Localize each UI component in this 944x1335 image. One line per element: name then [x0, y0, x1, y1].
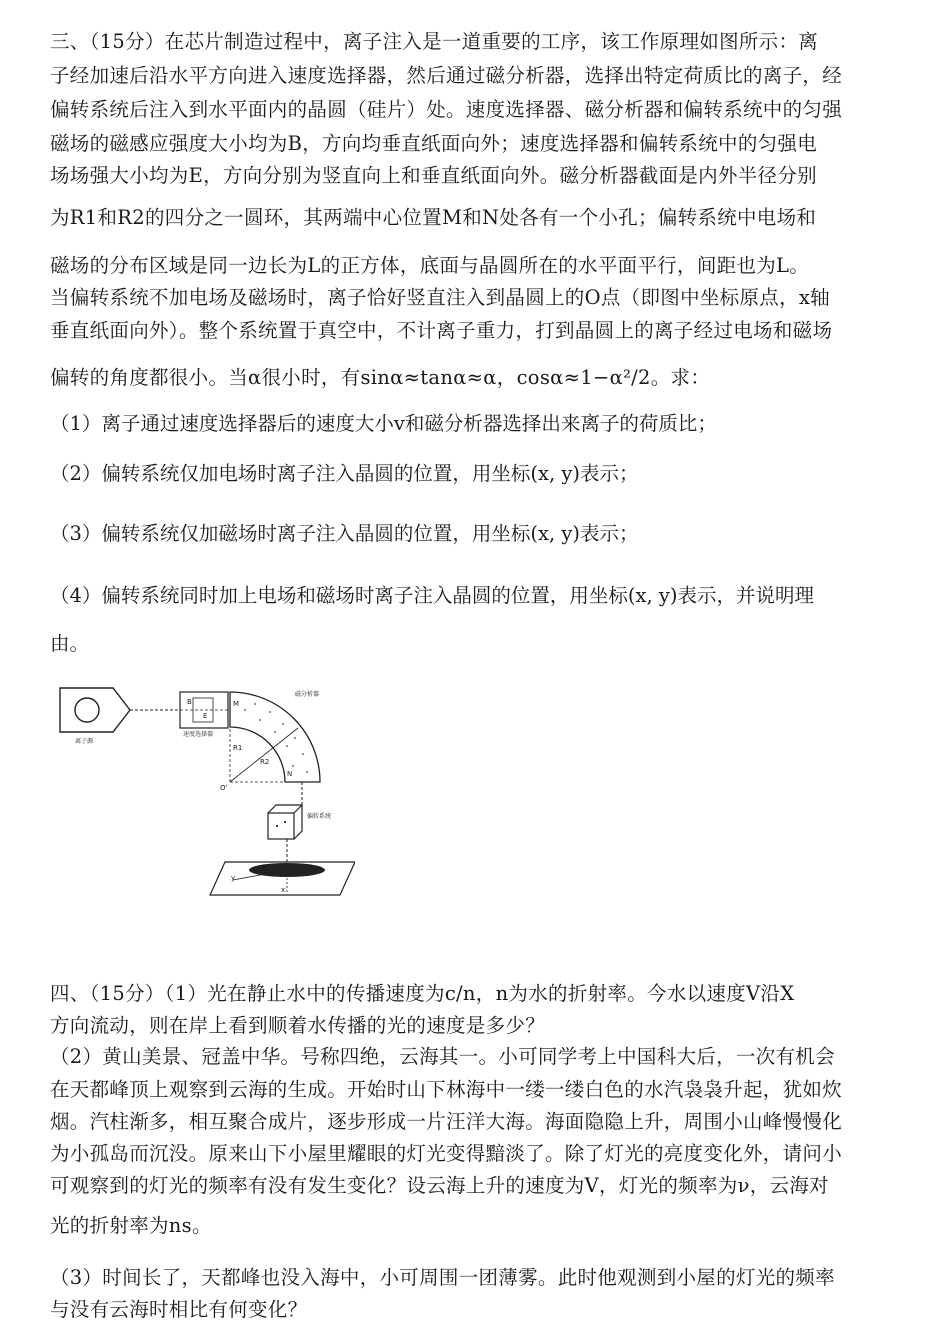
field-dots: [244, 703, 308, 773]
label-y: y: [231, 874, 236, 882]
label-B: B: [187, 698, 192, 706]
p4-line-5: 烟。汽柱渐多，相互聚合成片，逐步形成一片汪洋大海。海面隐隐上升，周围小山峰慢慢化: [50, 1110, 843, 1133]
label-magnetic-analyzer: 磁分析器: [295, 691, 320, 698]
p4-line-8: 光的折射率为ns。: [50, 1214, 212, 1237]
label-velocity-selector: 速度选择器: [183, 731, 214, 738]
p4-line-3: （2）黄山美景、冠盖中华。号称四绝，云海其一。小可同学考上中国科大后，一次有机会: [50, 1045, 835, 1068]
p3-line-10: 偏转的角度都很小。当α很小时，有sinα≈tanα≈α，cosα≈1−α²/2。求：: [50, 366, 711, 389]
ion-implantation-figure: [55, 680, 355, 910]
deflection-cube: [268, 805, 302, 839]
ion-source-box: [60, 688, 130, 732]
label-x: x: [281, 886, 286, 894]
label-O-prime: O': [220, 784, 228, 792]
magnetic-analyzer: [230, 692, 320, 782]
p4-line-4: 在天都峰顶上观察到云海的生成。开始时山下林海中一缕一缕白色的水汽袅袅升起，犹如炊: [50, 1078, 843, 1101]
label-R2: R2: [260, 758, 270, 766]
p4-line-7: 可观察到的灯光的频率有没有发生变化？设云海上升的速度为V，灯光的频率为ν，云海对: [50, 1174, 829, 1197]
p3-line-3: 偏转系统后注入到水平面内的晶圆（硅片）处。速度选择器、磁分析器和偏转系统中的匀强: [50, 98, 843, 121]
p4-line-2: 方向流动，则在岸上看到顺着水传播的光的速度是多少？: [50, 1014, 546, 1037]
question-4: （4）偏转系统同时加上电场和磁场时离子注入晶圆的位置，用坐标(x, y)表示，并说明理: [50, 584, 815, 607]
p3-line-9: 垂直纸面向外）。整个系统置于真空中，不计离子重力，打到晶圆上的离子经过电场和磁场: [50, 319, 833, 342]
p3-line-2: 子经加速后沿水平方向进入速度选择器，然后通过磁分析器，选择出特定荷质比的离子，经: [50, 64, 843, 87]
p4-line-9: （3）时间长了，天都峰也没入海中，小可周围一团薄雾。此时他观测到小屋的灯光的频率: [50, 1266, 835, 1289]
label-ion-source: 离子源: [75, 738, 94, 745]
p3-line-8: 当偏转系统不加电场及磁场时，离子恰好竖直注入到晶圆上的O点（即图中坐标原点，x轴: [50, 286, 830, 309]
label-R1: R1: [233, 744, 243, 752]
p3-line-7: 磁场的分布区域是同一边长为L的正方体，底面与晶圆所在的水平面平行，间距也为L。: [50, 254, 810, 277]
p3-line-4: 磁场的磁感应强度大小均为B，方向均垂直纸面向外；速度选择器和偏转系统中的匀强电: [50, 132, 818, 155]
question-1: （1）离子通过速度选择器后的速度大小v和磁分析器选择出来离子的荷质比；: [50, 412, 717, 435]
ion-source-circle: [75, 698, 99, 722]
label-M: M: [233, 700, 240, 708]
label-E: E: [203, 712, 208, 720]
question-2: （2）偏转系统仅加电场时离子注入晶圆的位置，用坐标(x, y)表示；: [50, 462, 639, 485]
p4-line-6: 为小孤岛而沉没。原来山下小屋里耀眼的灯光变得黯淡了。除了灯光的亮度变化外，请问小: [50, 1142, 843, 1165]
label-deflection: 偏转系统: [307, 813, 332, 820]
label-N: N: [287, 770, 293, 778]
p4-line-1: 四、（15分）（1）光在静止水中的传播速度为c/n，n为水的折射率。今水以速度V沿X: [50, 982, 795, 1005]
p4-line-10: 与没有云海时相比有何变化？: [50, 1298, 308, 1321]
question-4-cont: 由。: [50, 632, 90, 655]
p3-line-6: 为R1和R2的四分之一圆环，其两端中心位置M和N处各有一个小孔；偏转系统中电场和: [50, 206, 817, 229]
question-3: （3）偏转系统仅加磁场时离子注入晶圆的位置，用坐标(x, y)表示；: [50, 522, 639, 545]
p3-line-5: 场场强大小均为E，方向分别为竖直向上和垂直纸面向外。磁分析器截面是内外半径分别: [50, 164, 817, 187]
p3-line-1: 三、（15分）在芯片制造过程中，离子注入是一道重要的工序，该工作原理如图所示：离: [50, 30, 819, 53]
